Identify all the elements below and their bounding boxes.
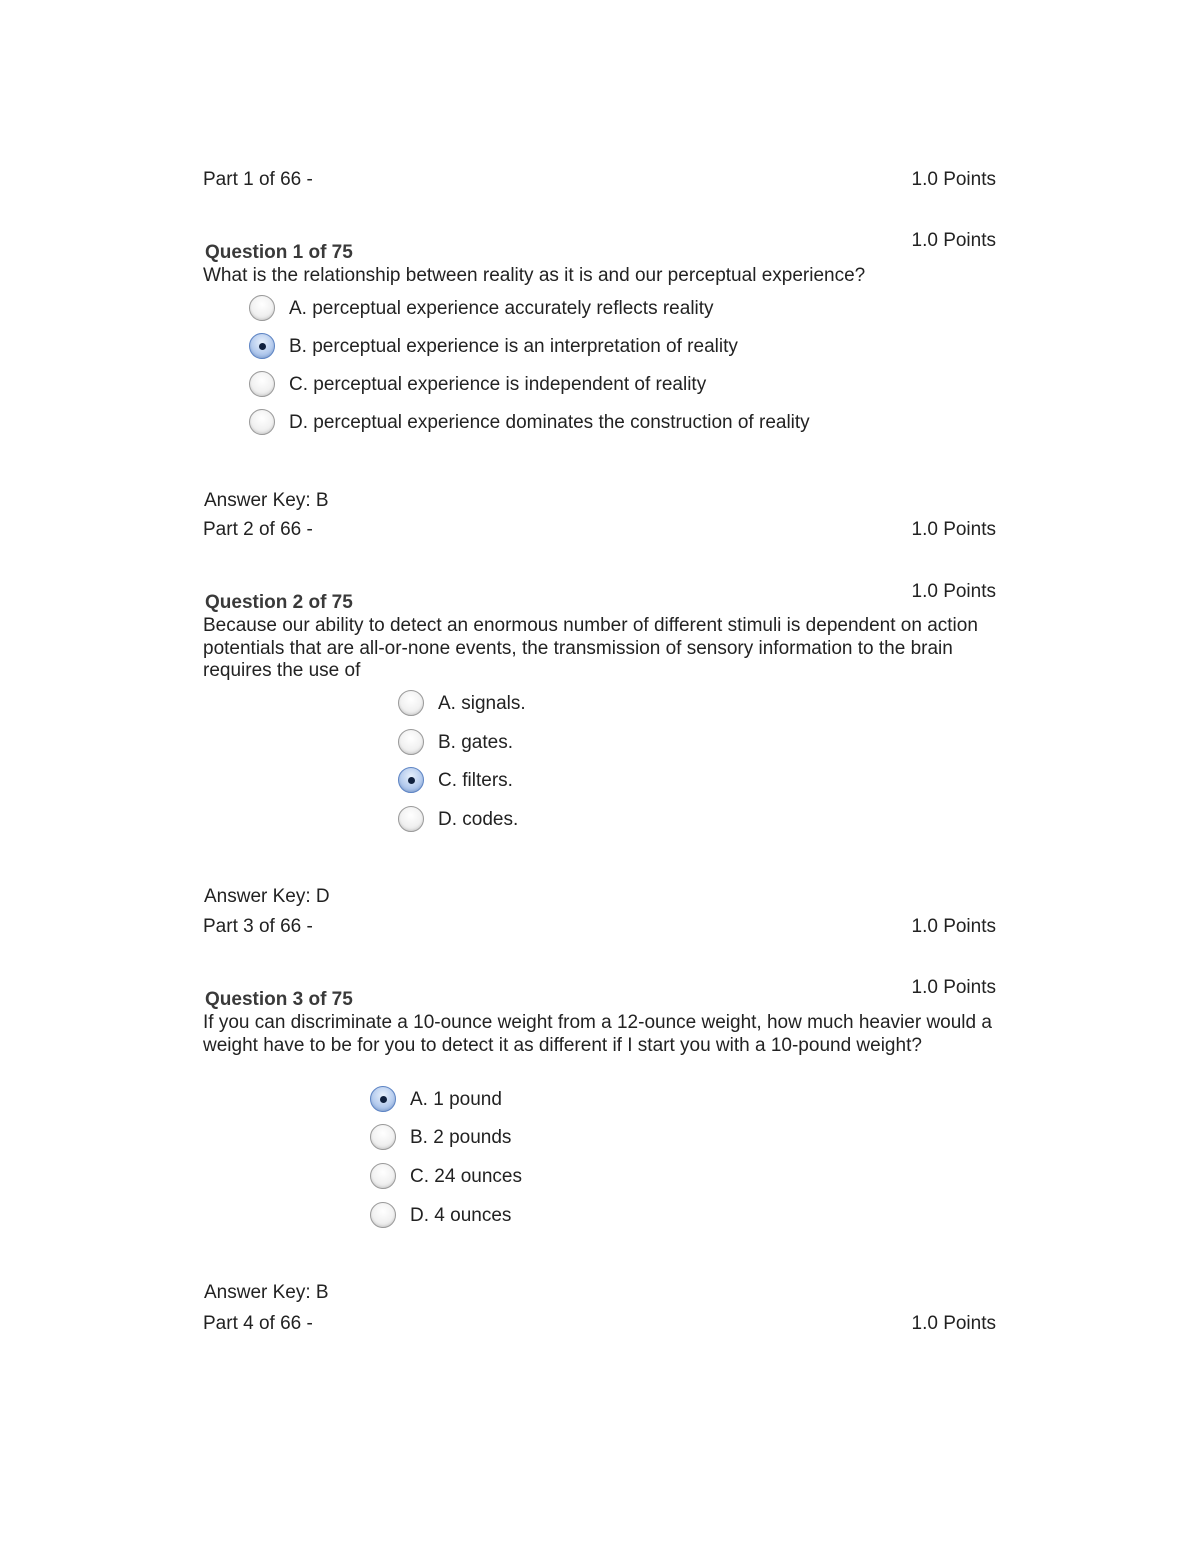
- question-text: If you can discriminate a 10-ounce weight from a 12-ounce weight, how much heavier would a weight have to be for you to detect it as different if I start you with a 10-pound weight?: [203, 1012, 992, 1056]
- radio-button-icon[interactable]: [398, 729, 424, 755]
- answer-choice[interactable]: [398, 688, 526, 718]
- answer-choice[interactable]: [370, 1084, 502, 1114]
- question-title: Question 3 of 75: [205, 989, 353, 1010]
- choice-label: A. signals.: [438, 692, 526, 714]
- answer-choice[interactable]: [370, 1200, 511, 1230]
- radio-button-selected-icon[interactable]: [249, 333, 275, 359]
- radio-button-icon[interactable]: [398, 690, 424, 716]
- answer-choice[interactable]: [370, 1161, 522, 1191]
- part-points: 1.0 Points: [911, 169, 996, 190]
- answer-choice[interactable]: [398, 727, 513, 757]
- part-label: Part 3 of 66 -: [203, 916, 313, 937]
- answer-choice[interactable]: [249, 407, 810, 437]
- question-title: Question 2 of 75: [205, 592, 353, 613]
- choice-label: D. codes.: [438, 808, 519, 830]
- answer-choice[interactable]: [249, 369, 706, 399]
- choice-label: A. 1 pound: [410, 1088, 502, 1110]
- answer-key: Answer Key: B: [204, 490, 329, 511]
- radio-button-icon[interactable]: [249, 409, 275, 435]
- answer-choice[interactable]: [370, 1122, 511, 1152]
- question-text: What is the relationship between reality as it is and our perceptual experience?: [203, 265, 866, 286]
- choice-label: C. filters.: [438, 769, 513, 791]
- question-points: 1.0 Points: [911, 230, 996, 251]
- choice-label: B. 2 pounds: [410, 1126, 512, 1148]
- question-title: Question 1 of 75: [205, 242, 353, 263]
- answer-choice[interactable]: [249, 293, 714, 323]
- part-points: 1.0 Points: [911, 1313, 996, 1334]
- answer-choice[interactable]: [398, 765, 513, 795]
- radio-button-icon[interactable]: [249, 295, 275, 321]
- answer-choice[interactable]: [398, 804, 518, 834]
- answer-choice[interactable]: [249, 331, 738, 361]
- answer-key: Answer Key: D: [204, 886, 330, 907]
- part-points: 1.0 Points: [911, 916, 996, 937]
- part-label: Part 2 of 66 -: [203, 519, 313, 540]
- radio-button-icon[interactable]: [249, 371, 275, 397]
- choice-label: A. perceptual experience accurately reflects reality: [289, 297, 714, 319]
- choice-label: C. 24 ounces: [410, 1165, 522, 1187]
- question-text: Because our ability to detect an enormous number of different stimuli is dependent on action potentials that are all-or-none events, the transmission of sensory information to the brain requires the use of: [203, 615, 978, 681]
- choice-label: C. perceptual experience is independent of reality: [289, 373, 707, 395]
- choice-label: B. gates.: [438, 731, 513, 753]
- radio-button-icon[interactable]: [398, 806, 424, 832]
- radio-button-icon[interactable]: [370, 1163, 396, 1189]
- radio-button-selected-icon[interactable]: [398, 767, 424, 793]
- question-points: 1.0 Points: [911, 977, 996, 998]
- radio-button-selected-icon[interactable]: [370, 1086, 396, 1112]
- choice-label: D. perceptual experience dominates the construction of reality: [289, 411, 810, 433]
- choice-label: D. 4 ounces: [410, 1204, 512, 1226]
- answer-key: Answer Key: B: [204, 1282, 329, 1303]
- radio-button-icon[interactable]: [370, 1124, 396, 1150]
- part-points: 1.0 Points: [911, 519, 996, 540]
- part-label: Part 1 of 66 -: [203, 169, 313, 190]
- radio-button-icon[interactable]: [370, 1202, 396, 1228]
- choice-label: B. perceptual experience is an interpretation of reality: [289, 335, 738, 357]
- question-points: 1.0 Points: [911, 581, 996, 602]
- part-label: Part 4 of 66 -: [203, 1313, 313, 1334]
